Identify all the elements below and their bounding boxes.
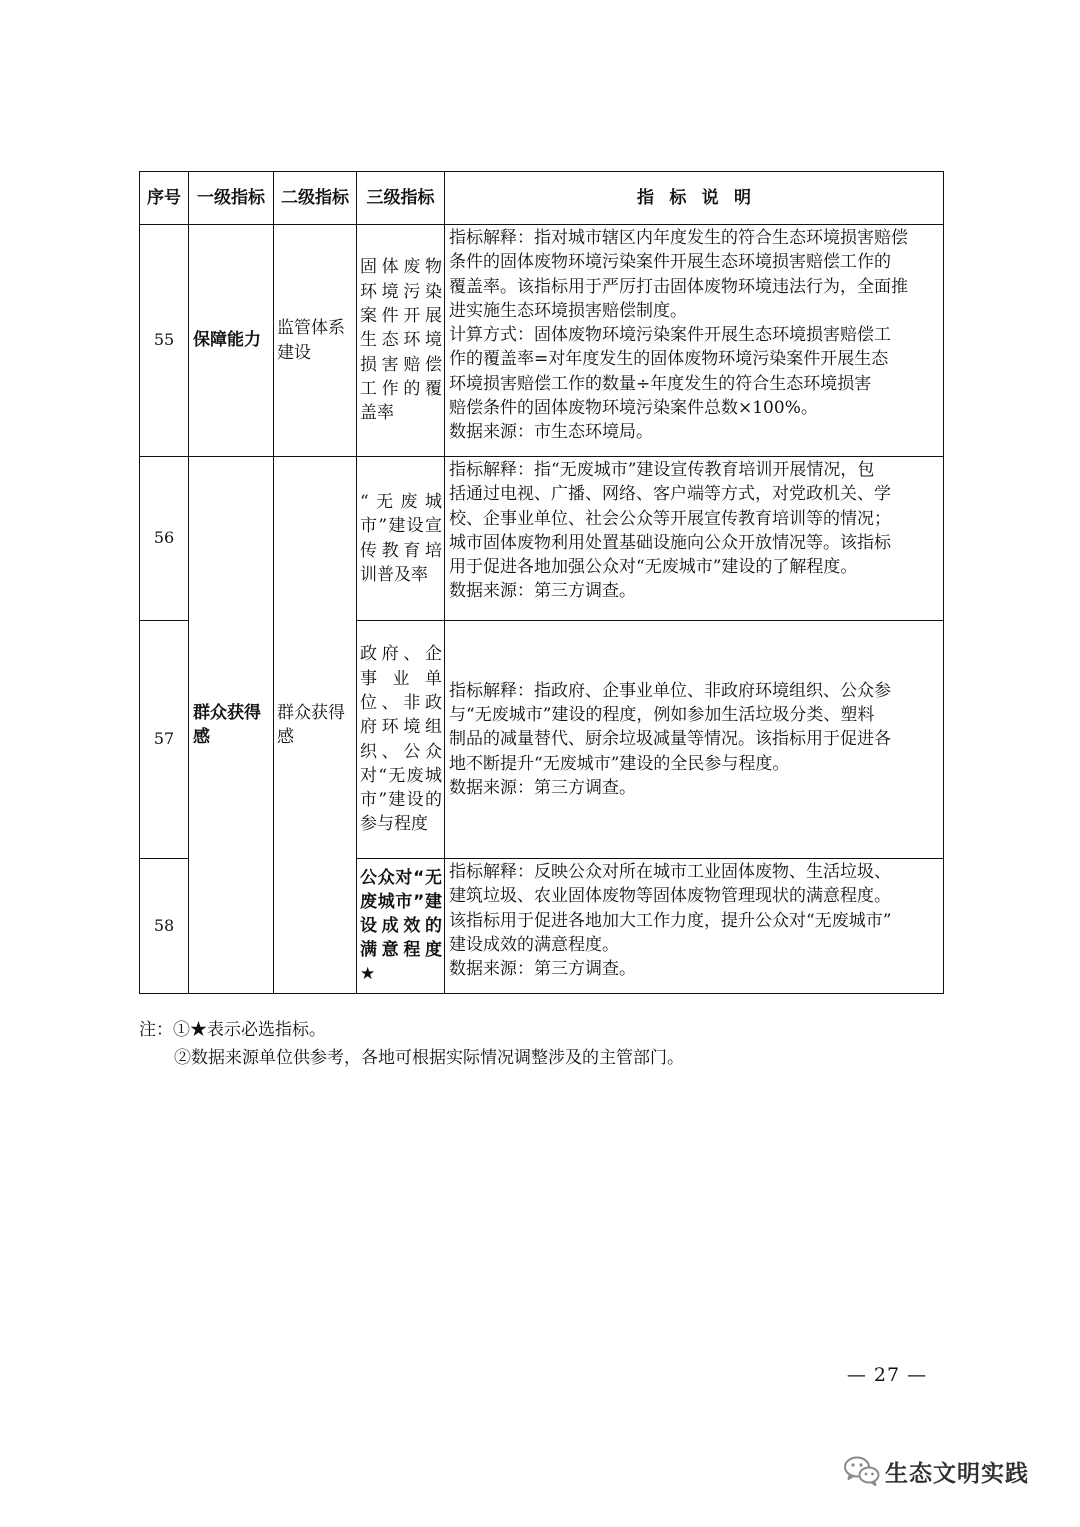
desc-line: 制品的减量替代、厨余垃圾减量等情况。该指标用于促进各: [449, 729, 891, 750]
desc-line: 与“无废城市”建设的程度，例如参加生活垃圾分类、塑料: [449, 705, 875, 726]
desc-line: 城市固体废物利用处置基础设施向公众开放情况等。该指标: [449, 532, 891, 553]
row-description: [445, 225, 944, 457]
row-seq: 56: [140, 457, 189, 621]
indicator-table: [139, 171, 944, 994]
table-row: [140, 225, 944, 457]
row-level3: 政府、企事业单位、非政府环境组织、公众对“无废城市”建设的参与程度: [357, 621, 445, 859]
table-notes: [139, 1016, 949, 1072]
header-level2: 二级指标: [274, 172, 357, 225]
row-seq: 58: [140, 859, 189, 994]
row-level1: 保障能力: [189, 225, 274, 457]
desc-line: 括通过电视、广播、网络、客户端等方式，对党政机关、学: [449, 484, 891, 505]
row-level3: 固体废物环境污染案件开展生态环境损害赔偿工作的覆盖率: [357, 225, 445, 457]
desc-line: 环境损害赔偿工作的数量÷年度发生的符合生态环境损害: [449, 373, 872, 394]
desc-line: 数据来源：第三方调查。: [449, 581, 636, 602]
row-level3: 公众对“无废城市”建设成效的满意程度★: [357, 859, 445, 994]
note-line-1: 注：①★表示必选指标。: [139, 1020, 326, 1040]
row-level2: 监管体系建设: [274, 225, 357, 457]
row-description: [445, 457, 944, 621]
row-level2: 群众获得感: [274, 457, 357, 994]
header-description: 指标说明: [445, 172, 944, 225]
desc-line: 建设成效的满意程度。: [449, 934, 619, 955]
header-level3: 三级指标: [357, 172, 445, 225]
row-seq: 55: [140, 225, 189, 457]
desc-line: 用于促进各地加强公众对“无废城市”建设的了解程度。: [449, 557, 858, 578]
desc-line: 指标解释：指政府、企事业单位、非政府环境组织、公众参: [449, 680, 891, 701]
desc-line: 作的覆盖率=对年度发生的固体废物环境污染案件开展生态: [449, 349, 889, 370]
desc-line: 指标解释：指对城市辖区内年度发生的符合生态环境损害赔偿: [449, 228, 908, 248]
row-level1: 群众获得感: [189, 457, 274, 994]
row-description: [445, 859, 944, 994]
wechat-icon: [843, 1455, 881, 1487]
table-header-row: [140, 172, 944, 225]
desc-line: 进实施生态环境损害赔偿制度。: [449, 300, 687, 321]
note-line-2: ②数据来源单位供参考，各地可根据实际情况调整涉及的主管部门。: [174, 1048, 684, 1068]
desc-line: 指标解释：反映公众对所在城市工业固体废物、生活垃圾、: [449, 862, 891, 882]
desc-line: 建筑垃圾、农业固体废物等固体废物管理现状的满意程度。: [449, 886, 891, 907]
desc-line: 数据来源：第三方调查。: [449, 959, 636, 980]
watermark-text: 生态文明实践: [885, 1460, 1029, 1487]
desc-line: 地不断提升“无废城市”建设的全民参与程度。: [449, 753, 790, 774]
desc-line: 赔偿条件的固体废物环境污染案件总数×100%。: [449, 398, 818, 419]
row-description: [445, 621, 944, 859]
row-seq: 57: [140, 621, 189, 859]
desc-line: 条件的固体废物环境污染案件开展生态环境损害赔偿工作的: [449, 252, 891, 273]
row-level3: “无废城市”建设宣传教育培训普及率: [357, 457, 445, 621]
desc-line: 数据来源：市生态环境局。: [449, 422, 653, 443]
header-seq: 序号: [140, 172, 189, 225]
desc-line: 校、企事业单位、社会公众等开展宣传教育培训等的情况；: [449, 508, 891, 529]
desc-line: 数据来源：第三方调查。: [449, 777, 636, 798]
header-level1: 一级指标: [189, 172, 274, 225]
page-number: — 27 —: [846, 1364, 928, 1386]
table-row: [140, 457, 944, 621]
desc-line: 该指标用于促进各地加大工作力度，提升公众对“无废城市”: [449, 910, 892, 931]
desc-line: 计算方式：固体废物环境污染案件开展生态环境损害赔偿工: [449, 325, 891, 346]
desc-line: 指标解释：指“无废城市”建设宣传教育培训开展情况，包: [449, 460, 875, 480]
desc-line: 覆盖率。该指标用于严厉打击固体废物环境违法行为，全面推: [449, 276, 908, 297]
watermark: [843, 1454, 1029, 1488]
